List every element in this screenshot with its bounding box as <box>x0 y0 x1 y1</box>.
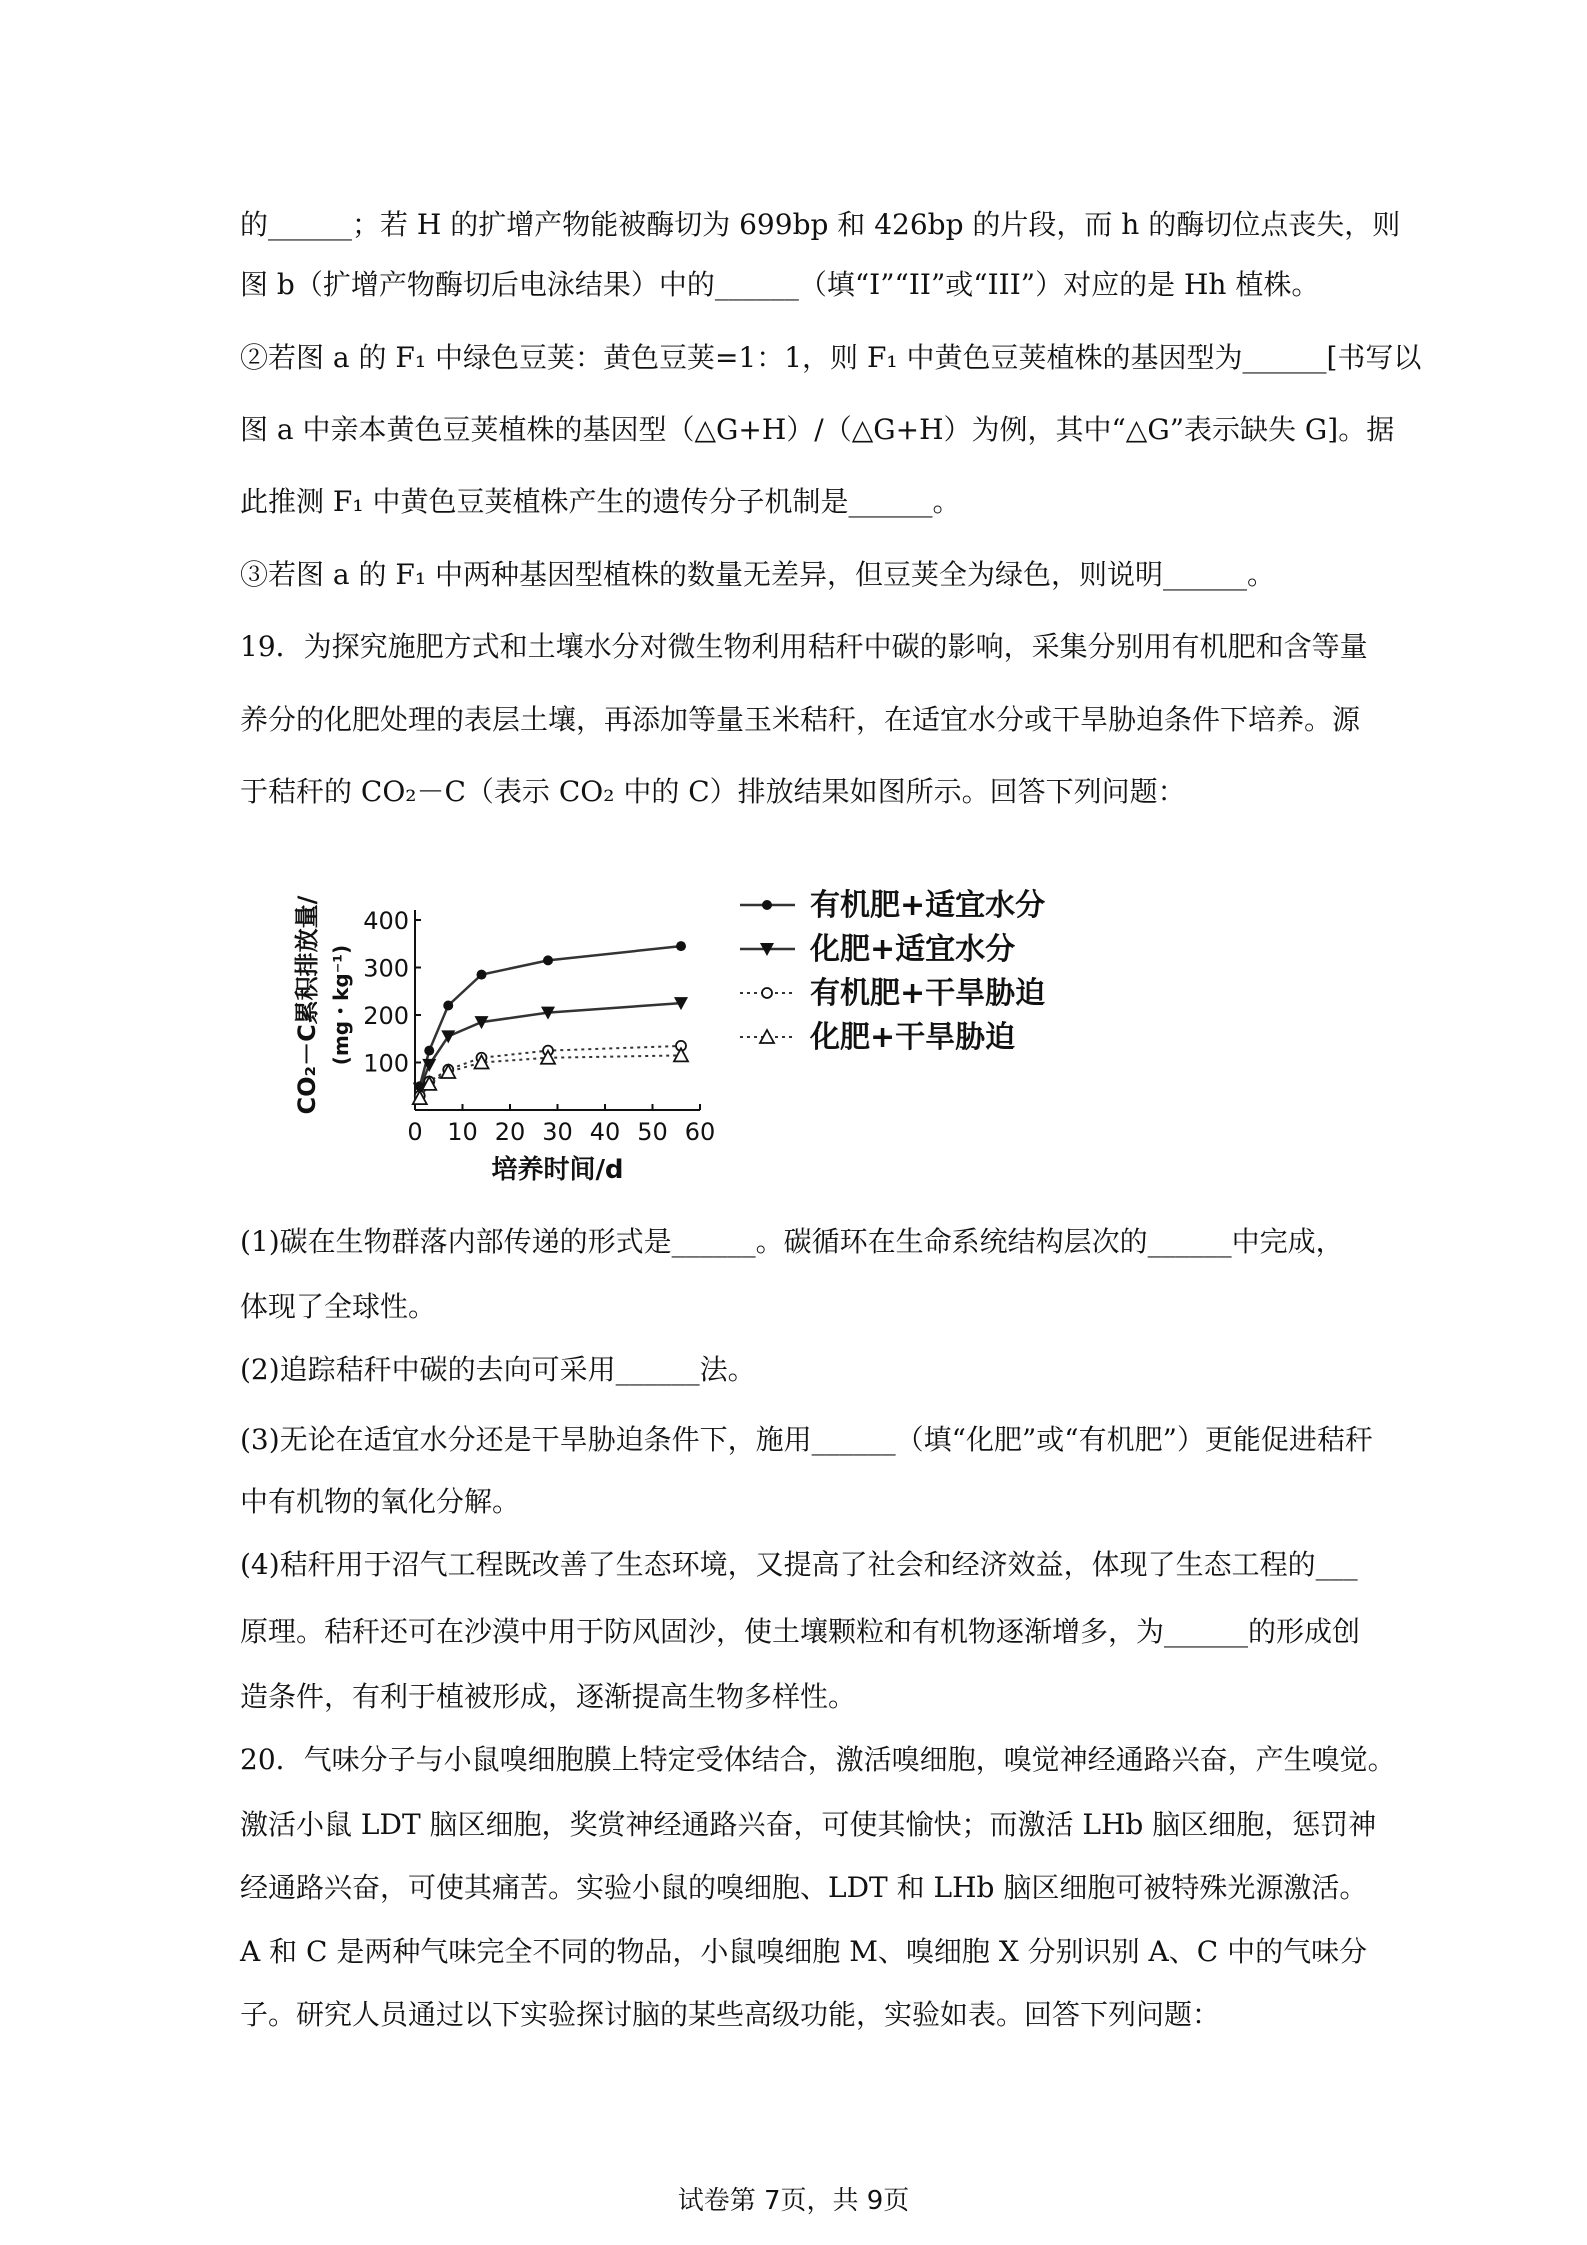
co2-emission-chart <box>270 875 1070 1205</box>
data-point <box>443 1001 453 1011</box>
chart-svg <box>270 875 1070 1205</box>
text-line: 的______；若 H 的扩增产物能被酶切为 699bp 和 426bp 的片段，而 h 的酶切位点丧失，则 <box>240 208 1401 241</box>
y-axis-unit: (mg・kg⁻¹) <box>329 944 353 1066</box>
text-line: (2)追踪秸秆中碳的去向可采用______法。 <box>240 1353 756 1386</box>
y-axis-label: CO₂－C累积排放量/ <box>293 895 321 1115</box>
text-line: (4)秸秆用于沼气工程既改善了生态环境，又提高了社会和经济效益，体现了生态工程的___ <box>240 1548 1358 1581</box>
text-line: ②若图 a 的 F₁ 中绿色豆荚：黄色豆荚=1：1，则 F₁ 中黄色豆荚植株的基因型为______[书写以 <box>240 341 1422 374</box>
x-tick-label: 40 <box>589 1118 621 1146</box>
text-line: 原理。秸秆还可在沙漠中用于防风固沙，使土壤颗粒和有机物逐渐增多，为______的形成创 <box>240 1615 1361 1648</box>
text-line: ③若图 a 的 F₁ 中两种基因型植株的数量无差异，但豆荚全为绿色，则说明______。 <box>240 558 1275 591</box>
x-tick-label: 10 <box>447 1118 478 1146</box>
x-tick-label: 20 <box>494 1118 526 1146</box>
text-line: 于秸秆的 CO₂－C（表示 CO₂ 中的 C）排放结果如图所示。回答下列问题： <box>240 775 1186 808</box>
x-axis-label: 培养时间/d <box>491 1155 624 1185</box>
legend-label-1: 有机肥+适宜水分 <box>810 888 1046 923</box>
text-line: 体现了全球性。 <box>240 1290 437 1323</box>
legend-label-2: 化肥+适宜水分 <box>810 932 1016 967</box>
text-line: 图 b（扩增产物酶切后电泳结果）中的______（填“I”“II”或“III”）对应的是 Hh 植株。 <box>240 268 1320 301</box>
text-line: 19．为探究施肥方式和土壤水分对微生物利用秸秆中碳的影响，采集分别用有机肥和含等量 <box>240 630 1368 663</box>
legend-label-4: 化肥+干旱胁迫 <box>810 1020 1016 1055</box>
data-point <box>543 955 553 965</box>
text-line: 图 a 中亲本黄色豆荚植株的基因型（△G+H）/（△G+H）为例，其中“△G”表示缺失 G]。据 <box>240 413 1395 446</box>
text-line: (1)碳在生物群落内部传递的形式是______。碳循环在生命系统结构层次的______中完成， <box>240 1225 1344 1258</box>
data-point <box>424 1046 434 1056</box>
legend-marker-3 <box>762 988 772 998</box>
text-line: 经通路兴奋，可使其痛苦。实验小鼠的嗅细胞、LDT 和 LHb 脑区细胞可被特殊光源激活。 <box>240 1871 1368 1904</box>
x-tick-label: 0 <box>407 1118 423 1146</box>
text-line: 20．气味分子与小鼠嗅细胞膜上特定受体结合，激活嗅细胞，嗅觉神经通路兴奋，产生嗅觉。 <box>240 1743 1396 1776</box>
y-tick-label: 100 <box>363 1049 409 1078</box>
y-tick-label: 300 <box>363 954 409 983</box>
text-line: 子。研究人员通过以下实验探讨脑的某些高级功能，实验如表。回答下列问题： <box>240 1998 1221 2031</box>
text-line: 造条件，有利于植被形成，逐渐提高生物多样性。 <box>240 1680 857 1713</box>
data-point <box>441 1030 455 1043</box>
data-point <box>477 970 487 980</box>
text-line: A 和 C 是两种气味完全不同的物品，小鼠嗅细胞 M、嗅细胞 X 分别识别 A、C 中的气味分 <box>240 1935 1368 1968</box>
data-point <box>676 941 686 951</box>
text-line: (3)无论在适宜水分还是干旱胁迫条件下，施用______（填“化肥”或“有机肥”）更能促进秸秆 <box>240 1423 1373 1456</box>
x-tick-label: 50 <box>637 1118 668 1146</box>
legend-marker-1 <box>762 900 772 910</box>
text-line: 激活小鼠 LDT 脑区细胞，奖赏神经通路兴奋，可使其愉快；而激活 LHb 脑区细胞，惩罚神 <box>240 1808 1377 1841</box>
text-line: 中有机物的氧化分解。 <box>240 1485 521 1518</box>
x-tick-label: 60 <box>684 1118 716 1146</box>
text-line: 此推测 F₁ 中黄色豆荚植株产生的遗传分子机制是______。 <box>240 485 961 518</box>
x-tick-label: 30 <box>542 1118 573 1146</box>
page-footer: 试卷第 7页，共 9页 <box>677 2186 910 2216</box>
y-tick-label: 200 <box>363 1002 409 1030</box>
text-line: 养分的化肥处理的表层土壤，再添加等量玉米秸秆，在适宜水分或干旱胁迫条件下培养。源 <box>240 703 1361 736</box>
y-tick-label: 400 <box>363 907 409 935</box>
legend-label-3: 有机肥+干旱胁迫 <box>810 976 1046 1011</box>
